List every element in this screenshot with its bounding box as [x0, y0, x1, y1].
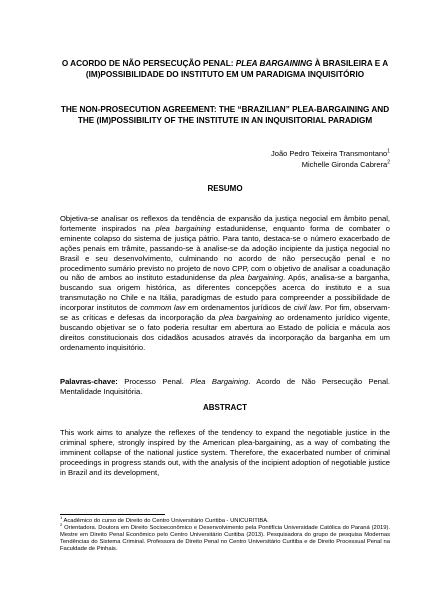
- keywords: Palavras-chave: Processo Penal. Plea Bargaining. Acordo de Não Persecução Penal. Mentalidade Inquisitória.: [60, 377, 390, 396]
- title-pt-part: À BRASILEIRA E A (IM)POSSIBILIDADE DO INSTITUTO EM UM PARADIGMA INQUISITÓRIO: [85, 59, 389, 79]
- abstract-heading: ABSTRACT: [203, 403, 247, 412]
- title-portuguese: [60, 58, 390, 80]
- title-pt-part: O ACORDO DE NÃO PERSECUÇÃO PENAL:: [61, 59, 236, 68]
- author-name: João Pedro Teixeira Transmontano: [271, 149, 388, 158]
- footnote-mark: 2: [60, 522, 63, 528]
- author: [271, 159, 390, 170]
- footnotes: [60, 515, 390, 553]
- resumo-text: Objetiva-se analisar os reflexos da tendência de expansão da justiça negocial em âmbito penal, fortemente inspirados na plea bargaining estadunidense, enquanto forma de combater o eminente colapso do sistema de justiça pátrio. Para tanto, destaca-se o número exacerbado de ações penais em trâmite, passando-se à analise-se da adoção incipiente da justiça negocial no Brasil e seu desenvolvimento, culminando no acordo de não persecução penal e no procedimento sumário previsto no projeto de novo CPP, com o objetivo de analisar a coadunação ou não de ambos ao instituto estadunidense da plea bargaining. Após, analisa-se a barganha, buscando sua origem histórica, as diferentes concepções acerca do instituto e a sua transmutação no Chile e na Itália, paradigmas de estudo para compreender a possibilidade de incorporar institutos de commom law em ordenamentos jurídicos de civil law. Por fim, observam-se as críticas e defesas da incorporação da plea bargaining ao ordenamento jurídico vigente, buscando objetivar se o fato poderia resultar em abertura ao Estado de polícia e mácula aos direitos constitucionais dos cidadãos acusados através da incorporação da barganha em um ordenamento inquisitório.: [60, 214, 391, 352]
- footnote-mark[interactable]: 2: [387, 159, 390, 166]
- author-list: [271, 148, 390, 170]
- footnote-text: Orientadora. Doutora em Direito Socioeconômico e Desenvolvimento pela Pontifícia Universidade Católica do Paraná (2019). Mestre em Direito Penal Econômico pelo Centro Universitário Curitiba (2013). Pesquisadora do grupo de pesquisa Modernas Tendências do Sistema Criminal. Professora de Direito Penal no Centro Universitário Curitiba e de Direito Processual Penal na Faculdade de Pinhais.: [60, 525, 390, 553]
- title-pt-italic: PLEA BARGAINING: [235, 59, 313, 68]
- author-name: Michelle Gironda Cabrera: [301, 160, 388, 169]
- footnote-mark[interactable]: 1: [387, 148, 390, 155]
- footnote-mark: 1: [60, 515, 63, 521]
- author: [271, 148, 390, 159]
- footnote-divider: [60, 514, 165, 515]
- keywords-label: Palavras-chave:: [60, 377, 118, 386]
- resumo-heading: RESUMO: [207, 184, 243, 193]
- title-english: THE NON-PROSECUTION AGREEMENT: THE “BRAZILIAN” PLEA-BARGAINING AND THE (IM)POSSIBILITY OF THE INSTITUTE IN AN INQUISITORIAL PARADIGM: [60, 105, 390, 125]
- footnote-text: Acadêmico do curso de Direito do Centro Universitário Curitiba - UNICURITIBA.: [62, 518, 269, 524]
- footnote: [60, 522, 390, 553]
- abstract-text: This work aims to analyze the reflexes of the tendency to expand the negotiable justice in the criminal sphere, strongly inspired by the American plea-bargaining, as a way of combating the imminent collapse of the national justice system. Therefore, the exacerbated number of criminal proceedings in progress stands out, with the analysis of the incipient adoption of negotiable justice in Brazil and its development,: [60, 428, 390, 477]
